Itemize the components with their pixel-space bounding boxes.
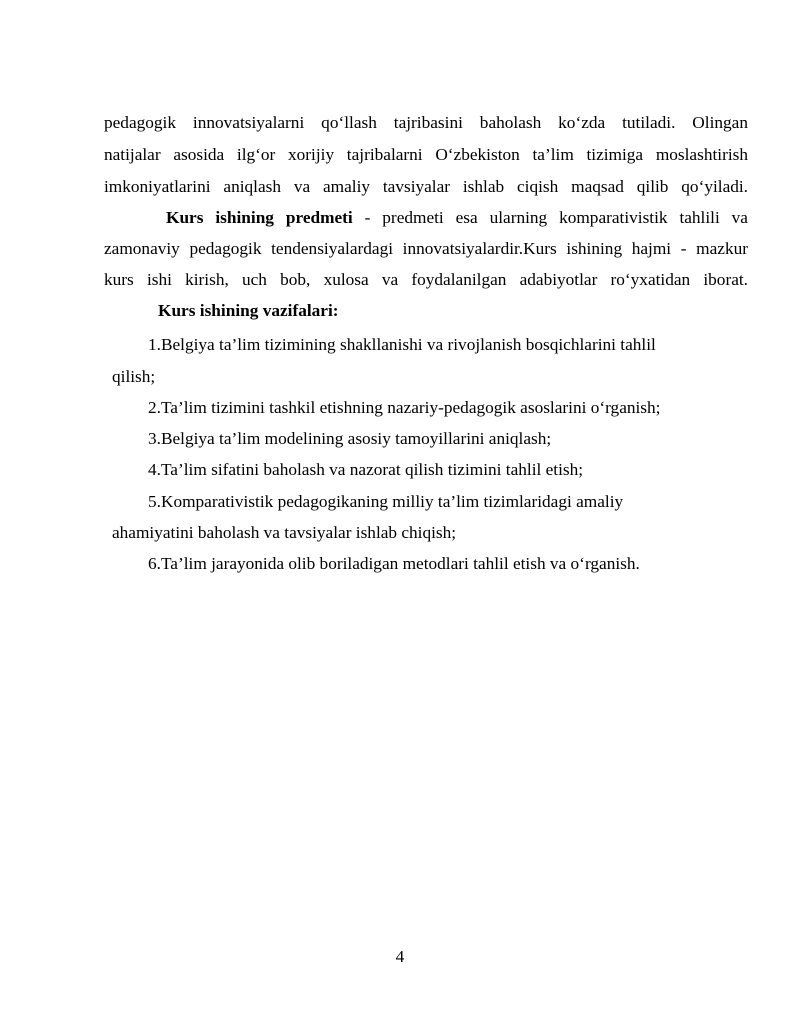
intro-line-1: pedagogik innovatsiyalarni qo‘llash tajribasini baholash ko‘zda tutiladi. Olingan — [104, 113, 748, 132]
task-item-5-continuation: ahamiyatini baholash va tavsiyalar ishlab chiqish; — [112, 523, 457, 542]
task-item-1-continuation: qilish; — [112, 367, 156, 386]
intro-line-2: natijalar asosida ilg‘or xorijiy tajribalarni O‘zbekiston ta’lim tizimiga moslashtirish — [104, 145, 748, 164]
task-item-1: 1.Belgiya ta’lim tizimining shakllanishi va rivojlanish bosqichlarini tahlil — [148, 335, 656, 354]
task-item-3: 3.Belgiya ta’lim modelining asosiy tamoyillarini aniqlash; — [148, 429, 552, 448]
subject-first-line-rest: - predmeti esa ularning komparativistik tahlili va — [352, 208, 748, 227]
intro-line-3: imkoniyatlarini aniqlash va amaliy tavsiyalar ishlab ciqish maqsad qilib qo‘yiladi. — [104, 177, 748, 196]
subject-first-line — [166, 207, 748, 229]
tasks-heading: Kurs ishining vazifalari: — [158, 301, 339, 320]
task-item-4: 4.Ta’lim sifatini baholash va nazorat qilish tizimini tahlil etish; — [148, 460, 584, 479]
subject-line-2: zamonaviy pedagogik tendensiyalardagi innovatsiyalardir.Kurs ishining hajmi - mazkur — [104, 239, 748, 258]
page-number: 4 — [395, 947, 405, 966]
task-item-5: 5.Komparativistik pedagogikaning milliy ta’lim tizimlaridagi amaliy — [148, 492, 624, 511]
subject-heading: Kurs ishining predmeti — [166, 208, 353, 227]
task-item-2: 2.Ta’lim tizimini tashkil etishning nazariy-pedagogik asoslarini o‘rganish; — [148, 398, 661, 417]
task-item-6: 6.Ta’lim jarayonida olib boriladigan metodlari tahlil etish va o‘rganish. — [148, 554, 640, 573]
subject-line-3: kurs ishi kirish, uch bob, xulosa va foydalanilgan adabiyotlar ro‘yxatidan iborat. — [104, 270, 748, 289]
